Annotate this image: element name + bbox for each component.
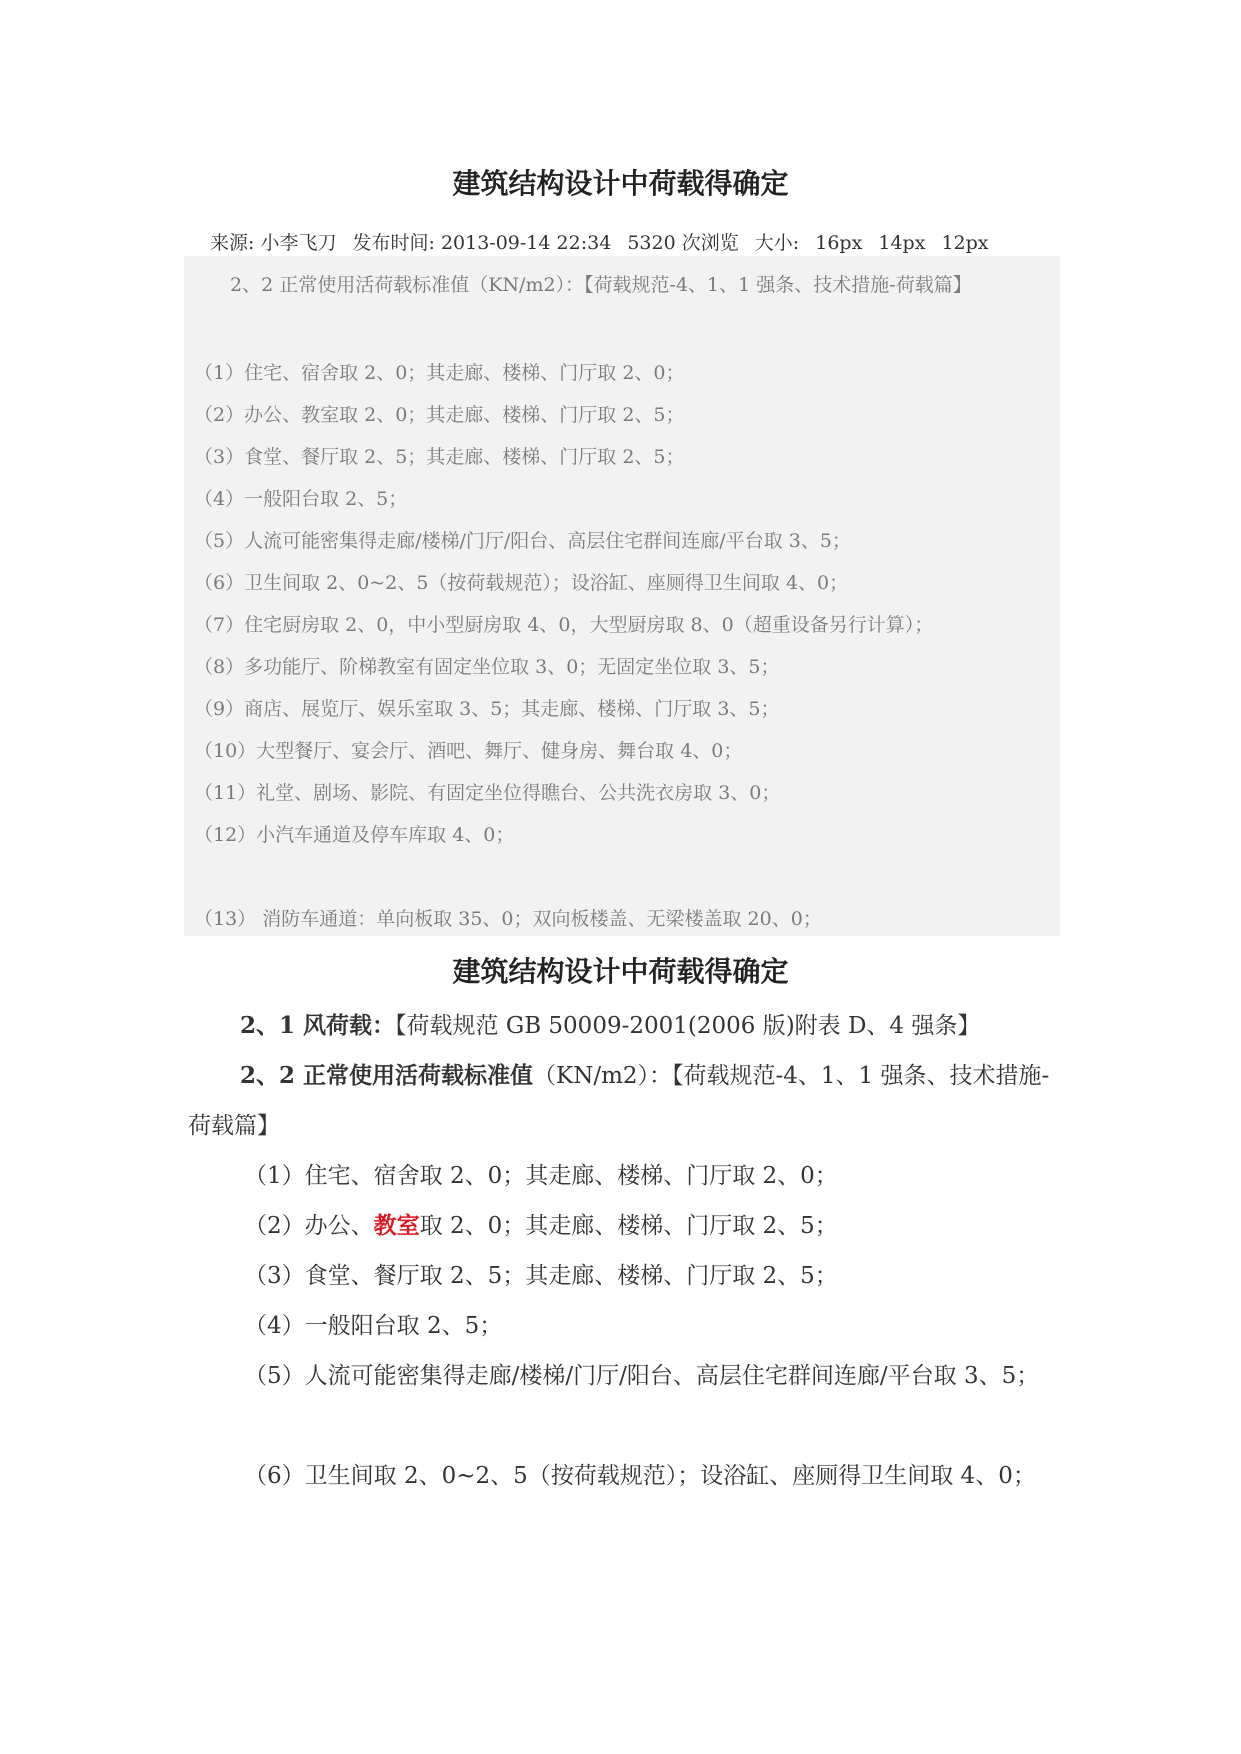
excerpt-item: （12）小汽车通道及停车库取 4、0； xyxy=(194,824,515,846)
excerpt-item: （4）一般阳台取 2、5； xyxy=(194,488,408,510)
wind-load-heading: 2、1 风荷载： xyxy=(240,1012,396,1039)
font-size-12-link[interactable]: 12px xyxy=(941,232,989,254)
body-item-1: （1）住宅、宿舍取 2、0；其走廊、楼梯、门厅取 2、0； xyxy=(244,1163,838,1189)
paragraph-wind-load xyxy=(188,1001,1060,1051)
excerpt-item: （9）商店、展览厅、娱乐室取 3、5；其走廊、楼梯、门厅取 3、5； xyxy=(194,698,780,720)
meta-views: 5320 次浏览 xyxy=(627,232,739,254)
excerpt-item: （7）住宅厨房取 2、0，中小型厨房取 4、0，大型厨房取 8、0（超重设备另行计算）； xyxy=(194,614,934,636)
body-item-2-pre: （2）办公、 xyxy=(244,1213,374,1239)
body-item-2-post: 取 2、0；其走廊、楼梯、门厅取 2、5； xyxy=(419,1213,838,1239)
body-item-2 xyxy=(188,1201,1060,1251)
body-item-5: （5）人流可能密集得走廊/楼梯/门厅/阳台、高层住宅群间连廊/平台取 3、5； xyxy=(244,1363,1040,1389)
page-title: 建筑结构设计中荷载得确定 xyxy=(452,167,789,200)
excerpt-box xyxy=(184,256,1060,936)
body-item-6: （6）卫生间取 2、0~2、5（按荷载规范）；设浴缸、座厕得卫生间取 4、0； xyxy=(244,1463,1036,1489)
excerpt-item: （3）食堂、餐厅取 2、5；其走廊、楼梯、门厅取 2、5； xyxy=(194,446,685,468)
body-item-4: （4）一般阳台取 2、5； xyxy=(244,1313,503,1339)
meta-source: 来源: 小李飞刀 xyxy=(210,232,337,254)
excerpt-item: （11）礼堂、剧场、影院、有固定坐位得瞧台、公共洗衣房取 3、0； xyxy=(194,782,781,804)
excerpt-item: （8）多功能厅、阶梯教室有固定坐位取 3、0；无固定坐位取 3、5； xyxy=(194,656,780,678)
live-load-heading: 2、2 正常使用活荷载标准值 xyxy=(240,1062,534,1089)
excerpt-item: （1）住宅、宿舍取 2、0；其走廊、楼梯、门厅取 2、0； xyxy=(194,362,685,384)
highlighted-keyword: 教室 xyxy=(373,1212,420,1239)
wind-load-text: 【荷载规范 GB 50009-2001(2006 版)附表 D、4 强条】 xyxy=(395,1013,981,1039)
font-size-14-link[interactable]: 14px xyxy=(878,232,926,254)
article-meta xyxy=(210,228,999,255)
excerpt-item: （13） 消防车通道：单向板取 35、0；双向板楼盖、无梁楼盖取 20、0； xyxy=(194,908,822,930)
meta-published: 发布时间: 2013-09-14 22:34 xyxy=(352,232,612,254)
font-size-16-link[interactable]: 16px xyxy=(815,232,863,254)
paragraph-live-load xyxy=(188,1051,1060,1151)
excerpt-item: （5）人流可能密集得走廊/楼梯/门厅/阳台、高层住宅群间连廊/平台取 3、5； xyxy=(194,530,851,552)
excerpt-item: （2）办公、教室取 2、0；其走廊、楼梯、门厅取 2、5； xyxy=(194,404,685,426)
meta-size-label: 大小: xyxy=(754,232,800,254)
section-title: 建筑结构设计中荷载得确定 xyxy=(452,955,789,988)
excerpt-intro: 2、2 正常使用活荷载标准值（KN/m2）：【荷载规范-4、1、1 强条、技术措施-荷载篇】 xyxy=(230,274,972,296)
excerpt-item: （6）卫生间取 2、0~2、5（按荷载规范）；设浴缸、座厕得卫生间取 4、0； xyxy=(194,572,849,594)
excerpt-item: （10）大型餐厅、宴会厅、酒吧、舞厅、健身房、舞台取 4、0； xyxy=(194,740,743,762)
body-item-3: （3）食堂、餐厅取 2、5；其走廊、楼梯、门厅取 2、5； xyxy=(244,1263,838,1289)
live-load-text: （KN/m2）：【荷载规范-4、1、1 强条、技术措施-荷载篇】 xyxy=(188,1063,1050,1139)
